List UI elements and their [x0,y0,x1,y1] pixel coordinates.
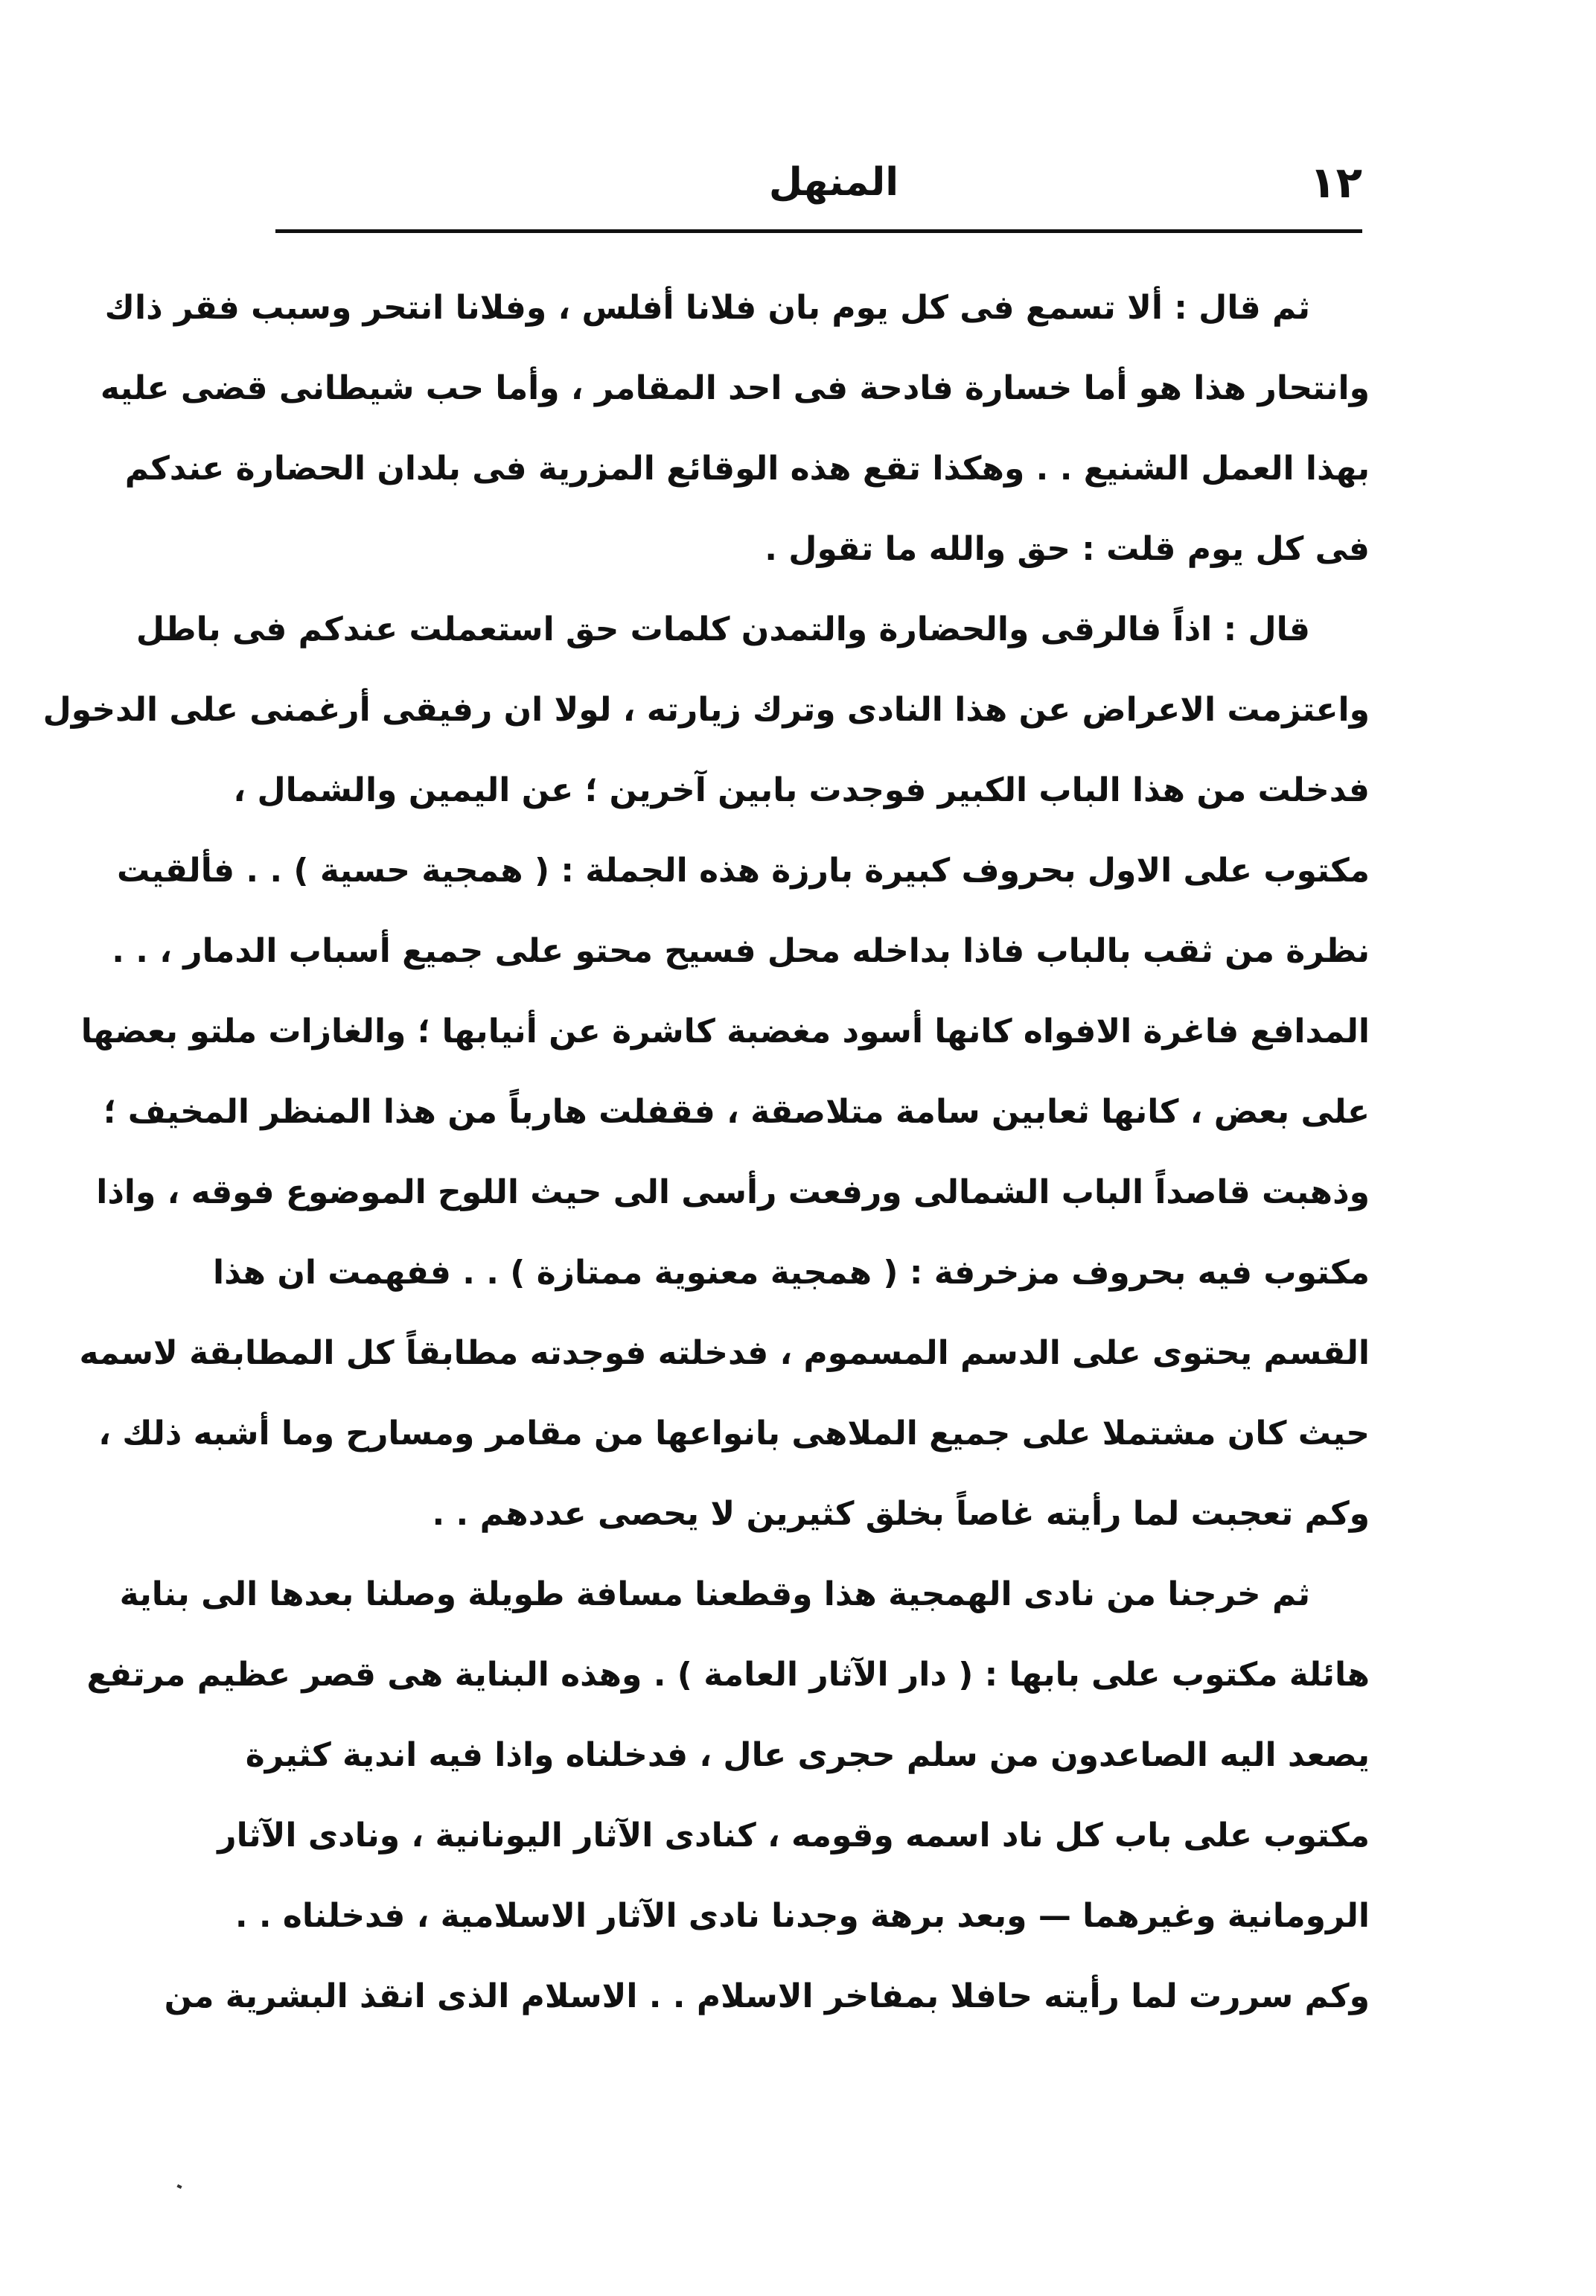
text-line: القسم يحتوى على الدسم المسموم ، فدخلته فوجدته مطابقاً كل المطابقة لاسمه [79,1334,1370,1372]
text-line: مكتوب على باب كل ناد اسمه وقومه ، كنادى الآثار اليونانية ، ونادى الآثار [217,1817,1370,1855]
page-number: ١٢ [1309,157,1362,208]
paragraph [86,1554,1370,2037]
text-line: وكم تعجبت لما رأيته غاصاً بخلق كثيرين لا يحصى عددهم . . [432,1495,1370,1533]
text-line: واعتزمت الاعراض عن هذا النادى وترك زيارته ، لولا ان رفيقى أرغمنى على الدخول [42,691,1370,729]
text-line: مكتوب على الاول بحروف كبيرة بارزة هذه الجملة : ( همجية حسية ) . . فألقيت [116,852,1370,890]
paragraph [42,590,1370,1554]
text-line: فدخلت من هذا الباب الكبير فوجدت بابين آخرين ؛ عن اليمين والشمال ، [233,771,1370,809]
text-line: بهذا العمل الشنيع . . وهكذا تقع هذه الوقائع المزرية فى بلدان الحضارة عندكم [124,450,1370,488]
text-line: قال : اذاً فالرقى والحضارة والتمدن كلمات حق استعملت عندكم فى باطل [135,610,1310,648]
text-line: على بعض ، كانها ثعابين سامة متلاصقة ، فقفلت هارباً من هذا المنظر المخيف ؛ [103,1093,1370,1131]
body-text [42,268,1370,2037]
scan-speck [176,2184,182,2189]
text-line: الرومانية وغيرهما — وبعد برهة وجدنا نادى الآثار الاسلامية ، فدخلناه . . [234,1897,1370,1935]
text-line: وذهبت قاصداً الباب الشمالى ورفعت رأسى الى حيث اللوح الموضوع فوقه ، واذا [96,1173,1370,1211]
running-title: المنهل [768,160,899,205]
text-line: حيث كان مشتملا على جميع الملاهى بانواعها من مقامر ومسارح وما أشبه ذلك ، [98,1415,1370,1452]
text-line: ثم قال : ألا تسمع فى كل يوم بان فلانا أفلس ، وفلانا انتحر وسبب فقر ذاك [104,289,1310,327]
text-line: ثم خرجنا من نادى الهمجية هذا وقطعنا مسافة طويلة وصلنا بعدها الى بناية [119,1575,1310,1613]
page-header [275,149,1362,223]
text-line: فى كل يوم قلت : حق والله ما تقول . [765,530,1370,568]
text-line: وكم سررت لما رأيته حافلا بمفاخر الاسلام . . الاسلام الذى انقذ البشرية من [164,1977,1370,2015]
header-rule [275,229,1362,233]
text-line: هائلة مكتوب على بابها : ( دار الآثار العامة ) . وهذه البناية هى قصر عظيم مرتفع [86,1656,1370,1694]
text-line: مكتوب فيه بحروف مزخرفة : ( همجية معنوية ممتازة ) . . ففهمت ان هذا [213,1254,1370,1292]
paragraph [100,268,1370,590]
text-line: نظرة من ثقب بالباب فاذا بداخله محل فسيح محتو على جميع أسباب الدمار ، . . [112,932,1370,970]
text-line: المدافع فاغرة الافواه كانها أسود مغضبة كاشرة عن أنيابها ؛ والغازات ملتو بعضها [80,1013,1370,1050]
text-line: يصعد اليه الصاعدون من سلم حجرى عال ، فدخلناه واذا فيه اندية كثيرة [245,1736,1370,1774]
text-line: وانتحار هذا هو أما خسارة فادحة فى احد المقامر ، وأما حب شيطانى قضى عليه [100,369,1370,407]
